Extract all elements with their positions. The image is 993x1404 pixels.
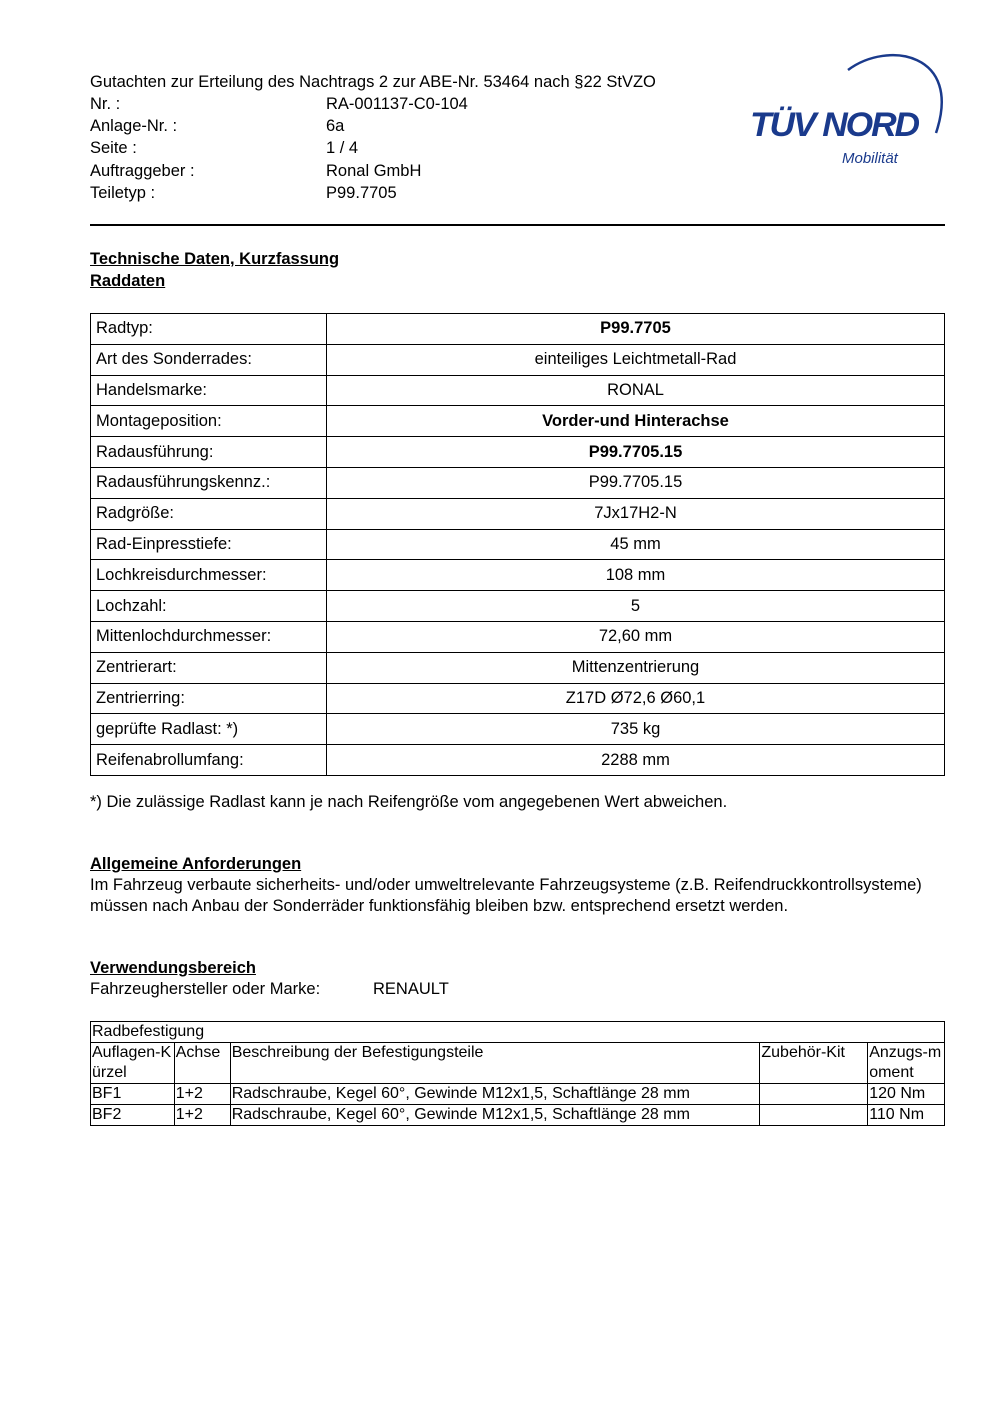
section-title-tech: Technische Daten, Kurzfassung [90,250,340,268]
manufacturer-value: RENAULT [373,980,449,998]
section-title-allgemein: Allgemeine Anforderungen [90,855,302,873]
table-row [91,467,945,498]
wheel-field-value: P99.7705.15 [327,467,945,498]
wheel-field-value: 5 [327,591,945,622]
table-row [91,529,945,560]
wheel-field-value: P99.7705 [327,314,945,345]
table-row [91,621,945,652]
wheel-field-label: Art des Sonderrades: [91,344,327,375]
wheel-field-label: Reifenabrollumfang: [91,745,327,776]
wheel-field-label: Lochkreisdurchmesser: [91,560,327,591]
tuv-nord-logo [748,48,948,168]
table-row [91,591,945,622]
row-achse: 1+2 [174,1105,230,1126]
manufacturer-label: Fahrzeughersteller oder Marke: [90,980,321,998]
row-beschreibung: Radschraube, Kegel 60°, Gewinde M12x1,5, Schaftlänge 28 mm [230,1084,760,1105]
wheel-field-value: 45 mm [327,529,945,560]
field-value-auftraggeber: Ronal GmbH [326,162,422,180]
table-row [91,1084,945,1105]
wheel-field-label: Lochzahl: [91,591,327,622]
table-row [91,652,945,683]
wheel-field-value: Vorder-und Hinterachse [327,406,945,437]
header-achse: Achse [174,1043,230,1084]
table-row [91,314,945,345]
logo-arc-icon [748,48,948,168]
field-label-seite: Seite : [90,139,137,157]
table-row [91,560,945,591]
wheel-field-value: RONAL [327,375,945,406]
svg-text:TÜV NORD: TÜV NORD [750,106,920,144]
wheel-field-value: Z17D Ø72,6 Ø60,1 [327,683,945,714]
header-beschreibung: Beschreibung der Befestigungsteile [230,1043,760,1084]
wheel-field-value: Mittenzentrierung [327,652,945,683]
header-auflagen: Auflagen-Kürzel [91,1043,175,1084]
field-value-nr: RA-001137-C0-104 [326,95,468,113]
wheel-field-label: Radausführungskennz.: [91,467,327,498]
header-zubehoer: Zubehör-Kit [760,1043,868,1084]
section-title-raddaten: Raddaten [90,272,166,290]
wheel-field-value: 72,60 mm [327,621,945,652]
field-value-teiletyp: P99.7705 [326,184,397,202]
header-anzugsmoment: Anzugs-moment [868,1043,945,1084]
footnote: *) Die zulässige Radlast kann je nach Reifengröße vom angegebenen Wert abweichen. [90,793,728,811]
wheel-field-label: Mittenlochdurchmesser: [91,621,327,652]
table-row [91,1105,945,1126]
wheel-field-value: 108 mm [327,560,945,591]
wheel-field-label: Rad-Einpresstiefe: [91,529,327,560]
field-label-anlage: Anlage-Nr. : [90,117,178,135]
field-label-nr: Nr. : [90,95,121,113]
field-label-teiletyp: Teiletyp : [90,184,156,202]
row-anzugsmoment: 110 Nm [868,1105,945,1126]
wheel-field-label: Montageposition: [91,406,327,437]
table-row [91,745,945,776]
row-zubehoer [760,1105,868,1126]
row-anzugsmoment: 120 Nm [868,1084,945,1105]
wheel-field-value: 735 kg [327,714,945,745]
header-divider [90,224,945,226]
document-title: Gutachten zur Erteilung des Nachtrags 2 zur ABE-Nr. 53464 nach §22 StVZO [90,73,656,91]
wheel-field-value: 7Jx17H2-N [327,498,945,529]
section-title-verwendung: Verwendungsbereich [90,959,256,977]
wheel-field-label: geprüfte Radlast: *) [91,714,327,745]
table-row [91,375,945,406]
wheel-field-value: 2288 mm [327,745,945,776]
wheel-field-label: Radgröße: [91,498,327,529]
table-row [91,714,945,745]
wheel-field-label: Zentrierart: [91,652,327,683]
wheel-field-label: Radausführung: [91,437,327,468]
row-beschreibung: Radschraube, Kegel 60°, Gewinde M12x1,5, Schaftlänge 28 mm [230,1105,760,1126]
table-row [91,406,945,437]
wheel-field-value: P99.7705.15 [327,437,945,468]
mounting-table-title: Radbefestigung [91,1022,945,1043]
wheel-field-value: einteiliges Leichtmetall-Rad [327,344,945,375]
wheel-field-label: Radtyp: [91,314,327,345]
row-achse: 1+2 [174,1084,230,1105]
field-value-anlage: 6a [326,117,345,135]
wheel-field-label: Handelsmarke: [91,375,327,406]
row-kuerzel: BF1 [91,1084,175,1105]
allgemein-paragraph: Im Fahrzeug verbaute sicherheits- und/oder umweltrelevante Fahrzeugsysteme (z.B. Reifendruckkontrollsysteme) müssen nach Anbau der Sonderräder funktionsfähig bleiben bzw. entsprechend ersetzt werden. [90,876,922,915]
wheel-data-table [90,313,945,776]
field-value-seite: 1 / 4 [326,139,359,157]
table-row [91,498,945,529]
table-row [91,437,945,468]
svg-text:Mobilität: Mobilität [842,150,898,167]
table-row [91,344,945,375]
mounting-table [90,1021,945,1126]
field-label-auftraggeber: Auftraggeber : [90,162,195,180]
row-kuerzel: BF2 [91,1105,175,1126]
row-zubehoer [760,1084,868,1105]
wheel-field-label: Zentrierring: [91,683,327,714]
table-row [91,683,945,714]
